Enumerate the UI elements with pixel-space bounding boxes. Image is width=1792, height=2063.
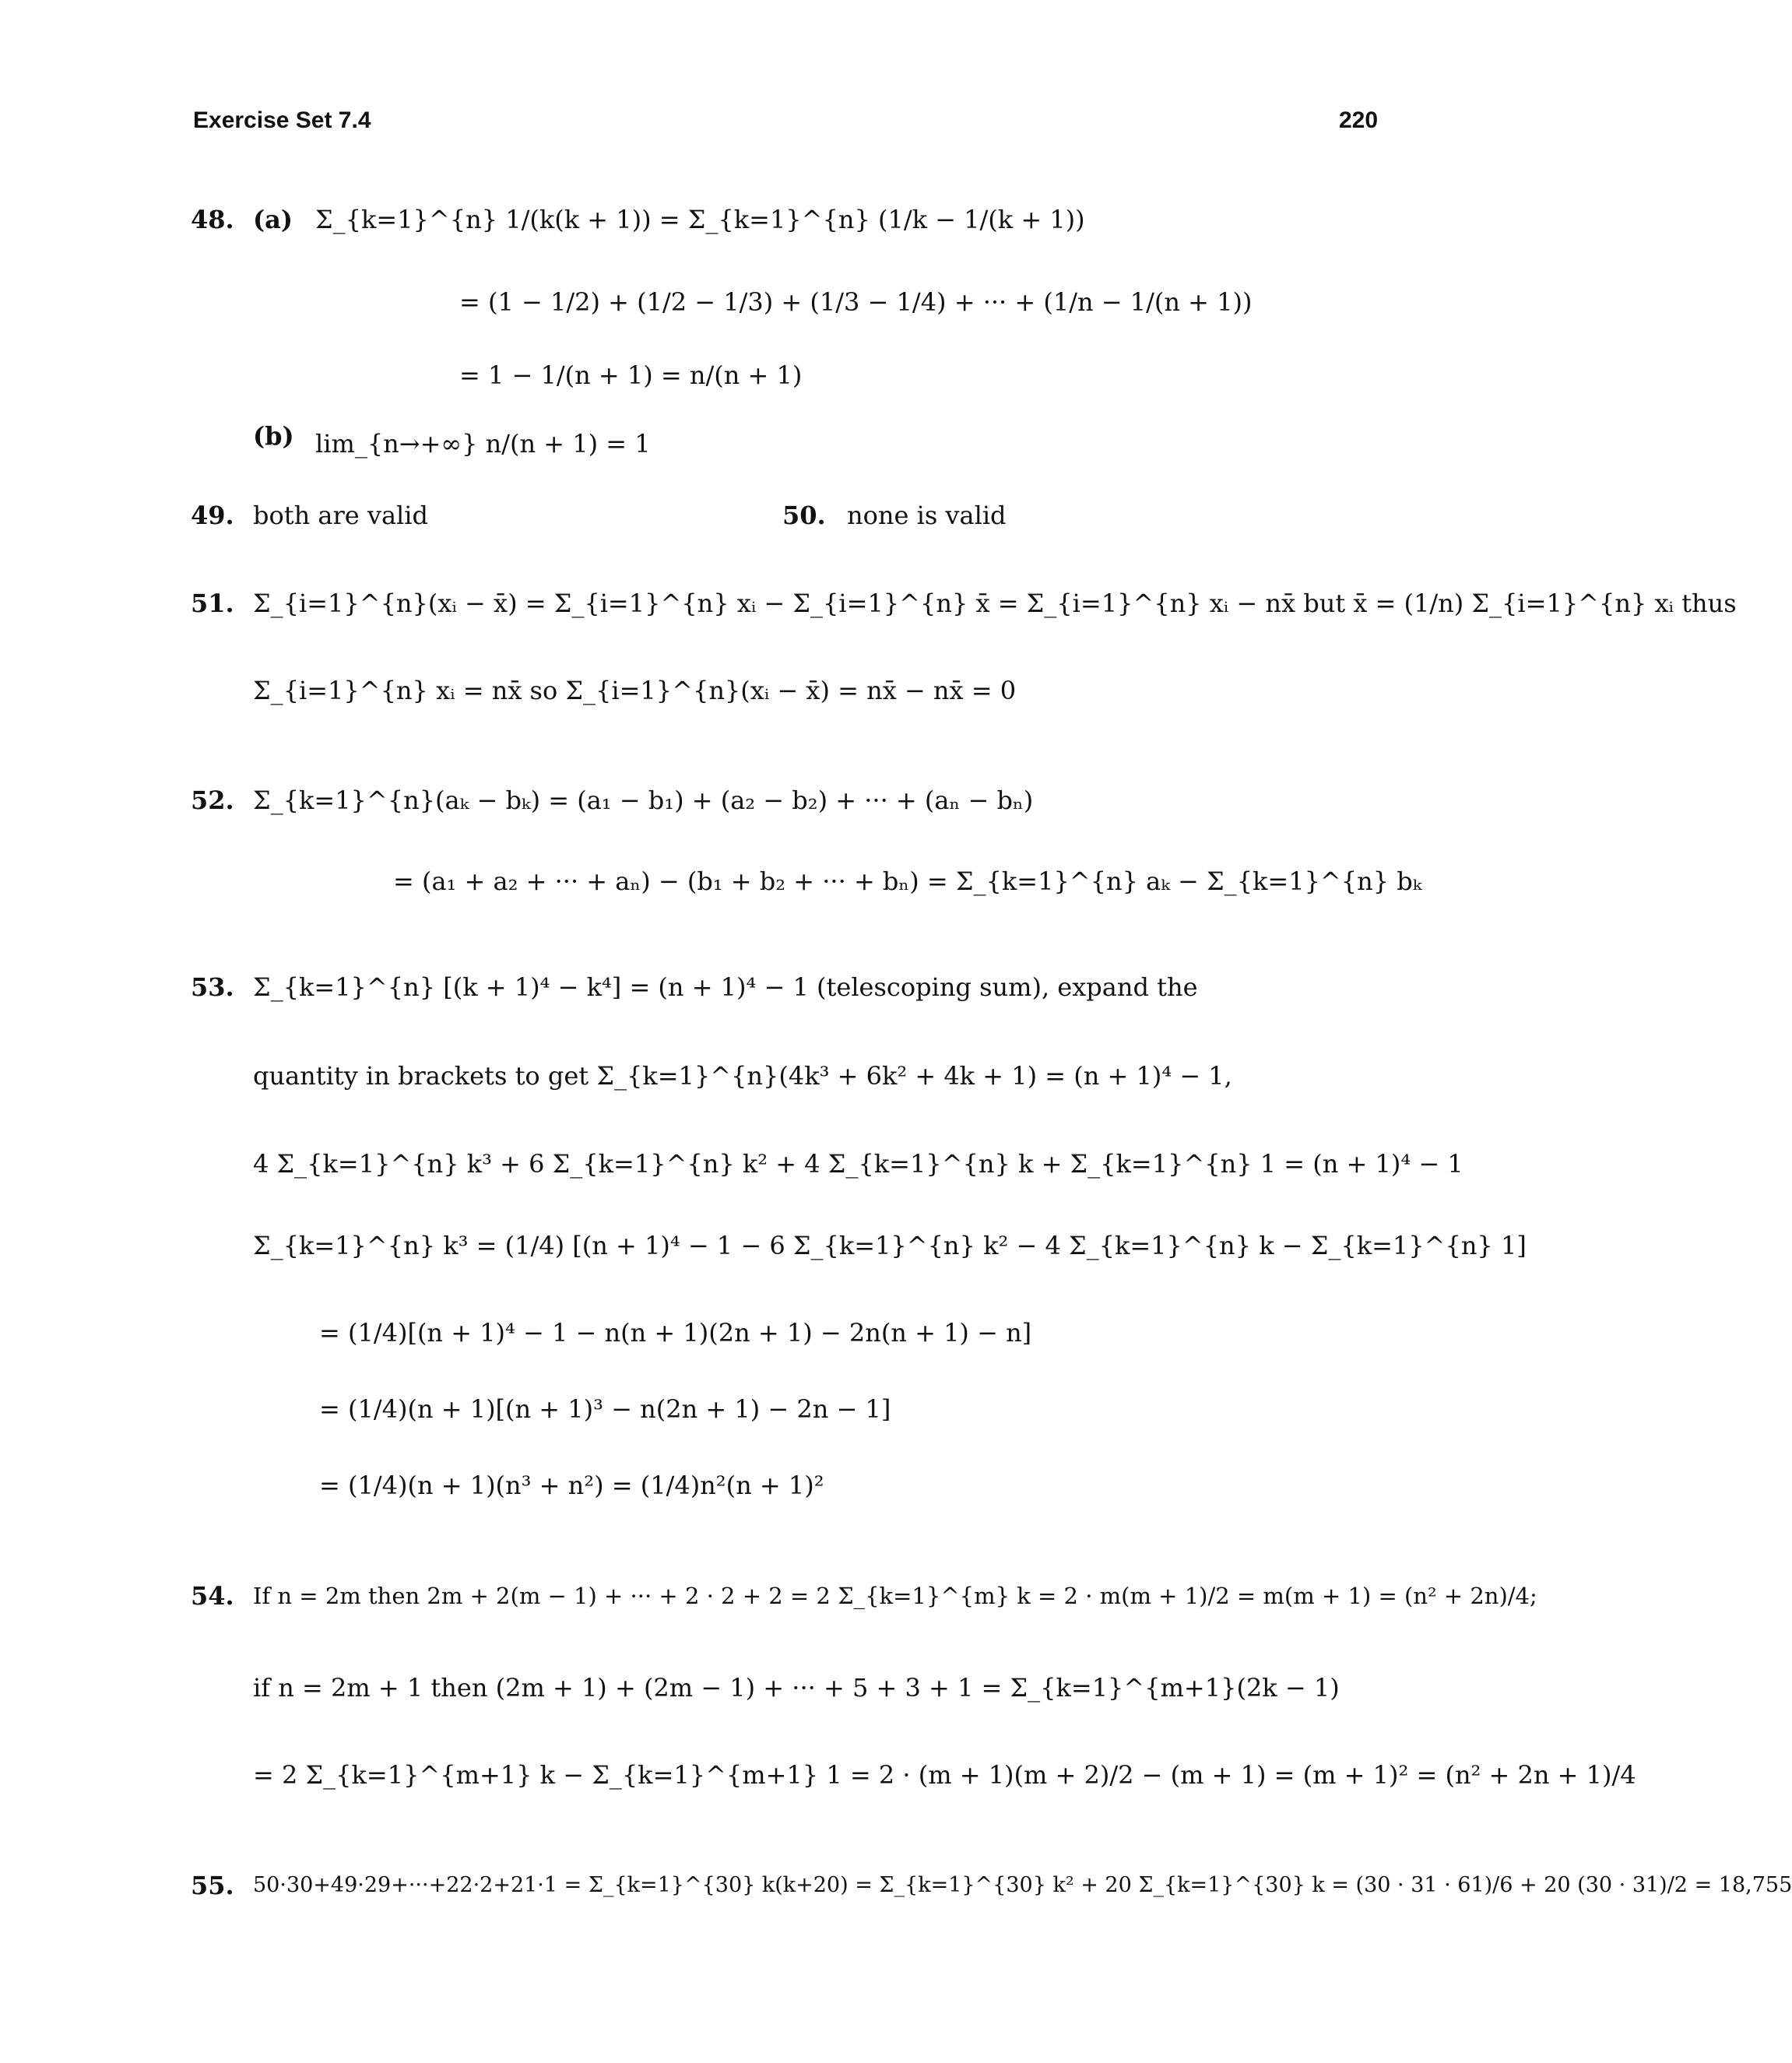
problem-53-line4: Σ_{k=1}^{n} k³ = (1/4) [(n + 1)⁴ − 1 − 6 Σ_{k=1}^{n} k² − 4 Σ_{k=1}^{n} k − Σ_{k=1}^{n} 1] <box>253 1231 1527 1260</box>
problem-48-part-b: (b) <box>253 421 294 451</box>
section-title: Exercise Set 7.4 <box>193 107 371 133</box>
problem-48-line1: Σ_{k=1}^{n} 1/(k(k + 1)) = Σ_{k=1}^{n} (1/k − 1/(k + 1)) <box>315 205 1085 234</box>
problem-50-text: none is valid <box>847 501 1007 530</box>
problem-54-line3: = 2 Σ_{k=1}^{m+1} k − Σ_{k=1}^{m+1} 1 = 2 · (m + 1)(m + 2)/2 − (m + 1) = (m + 1)² = (n² + 2n + 1)/4 <box>253 1760 1636 1790</box>
problem-51-number: 51. <box>191 589 234 618</box>
problem-53-line5: = (1/4)[(n + 1)⁴ − 1 − n(n + 1)(2n + 1) − 2n(n + 1) − n] <box>319 1318 1032 1348</box>
problem-51-line1: Σ_{i=1}^{n}(xᵢ − x̄) = Σ_{i=1}^{n} xᵢ − Σ_{i=1}^{n} x̄ = Σ_{i=1}^{n} xᵢ − nx̄ but x̄ = (1/n) Σ_{i=1}^{n} xᵢ thus <box>253 589 1737 618</box>
problem-51-line2: Σ_{i=1}^{n} xᵢ = nx̄ so Σ_{i=1}^{n}(xᵢ − x̄) = nx̄ − nx̄ = 0 <box>253 676 1017 705</box>
problem-55-line1: 50·30+49·29+···+22·2+21·1 = Σ_{k=1}^{30} k(k+20) = Σ_{k=1}^{30} k² + 20 Σ_{k=1}^{30} k = (30 · 31 · 61)/6 + 20 (30 · 31)/2 = 18,755 <box>253 1873 1792 1897</box>
problem-54-line1: If n = 2m then 2m + 2(m − 1) + ··· + 2 · 2 + 2 = 2 Σ_{k=1}^{m} k = 2 · m(m + 1)/2 = m(m + 1) = (n² + 2n)/4; <box>253 1583 1537 1609</box>
problem-52-number: 52. <box>191 785 234 815</box>
problem-53-line7: = (1/4)(n + 1)(n³ + n²) = (1/4)n²(n + 1)² <box>319 1471 824 1500</box>
problem-48-part-a: (a) <box>253 205 293 234</box>
problem-55-number: 55. <box>191 1871 234 1900</box>
page-number: 220 <box>1339 107 1379 133</box>
problem-54-line2: if n = 2m + 1 then (2m + 1) + (2m − 1) + ··· + 5 + 3 + 1 = Σ_{k=1}^{m+1}(2k − 1) <box>253 1673 1340 1703</box>
problem-49-number: 49. <box>191 501 234 530</box>
problem-53-line1: Σ_{k=1}^{n} [(k + 1)⁴ − k⁴] = (n + 1)⁴ − 1 (telescoping sum), expand the <box>253 972 1198 1002</box>
problem-53-number: 53. <box>191 972 234 1002</box>
problem-48-line3: = 1 − 1/(n + 1) = n/(n + 1) <box>459 360 803 390</box>
problem-48-number: 48. <box>191 205 234 234</box>
problem-48-line2: = (1 − 1/2) + (1/2 − 1/3) + (1/3 − 1/4) + ··· + (1/n − 1/(n + 1)) <box>459 287 1253 317</box>
problem-53-line2: quantity in brackets to get Σ_{k=1}^{n}(4k³ + 6k² + 4k + 1) = (n + 1)⁴ − 1, <box>253 1061 1232 1091</box>
problem-50-number: 50. <box>782 501 826 530</box>
problem-48-line-b: lim_{n→+∞} n/(n + 1) = 1 <box>315 429 651 459</box>
problem-53-line6: = (1/4)(n + 1)[(n + 1)³ − n(2n + 1) − 2n − 1] <box>319 1394 891 1424</box>
problem-49-text: both are valid <box>253 501 428 530</box>
problem-52-line1: Σ_{k=1}^{n}(aₖ − bₖ) = (a₁ − b₁) + (a₂ − b₂) + ··· + (aₙ − bₙ) <box>253 785 1034 815</box>
problem-53-line3: 4 Σ_{k=1}^{n} k³ + 6 Σ_{k=1}^{n} k² + 4 Σ_{k=1}^{n} k + Σ_{k=1}^{n} 1 = (n + 1)⁴ − 1 <box>253 1149 1463 1179</box>
problem-52-line2: = (a₁ + a₂ + ··· + aₙ) − (b₁ + b₂ + ··· + bₙ) = Σ_{k=1}^{n} aₖ − Σ_{k=1}^{n} bₖ <box>393 866 1422 896</box>
problem-54-number: 54. <box>191 1581 234 1611</box>
